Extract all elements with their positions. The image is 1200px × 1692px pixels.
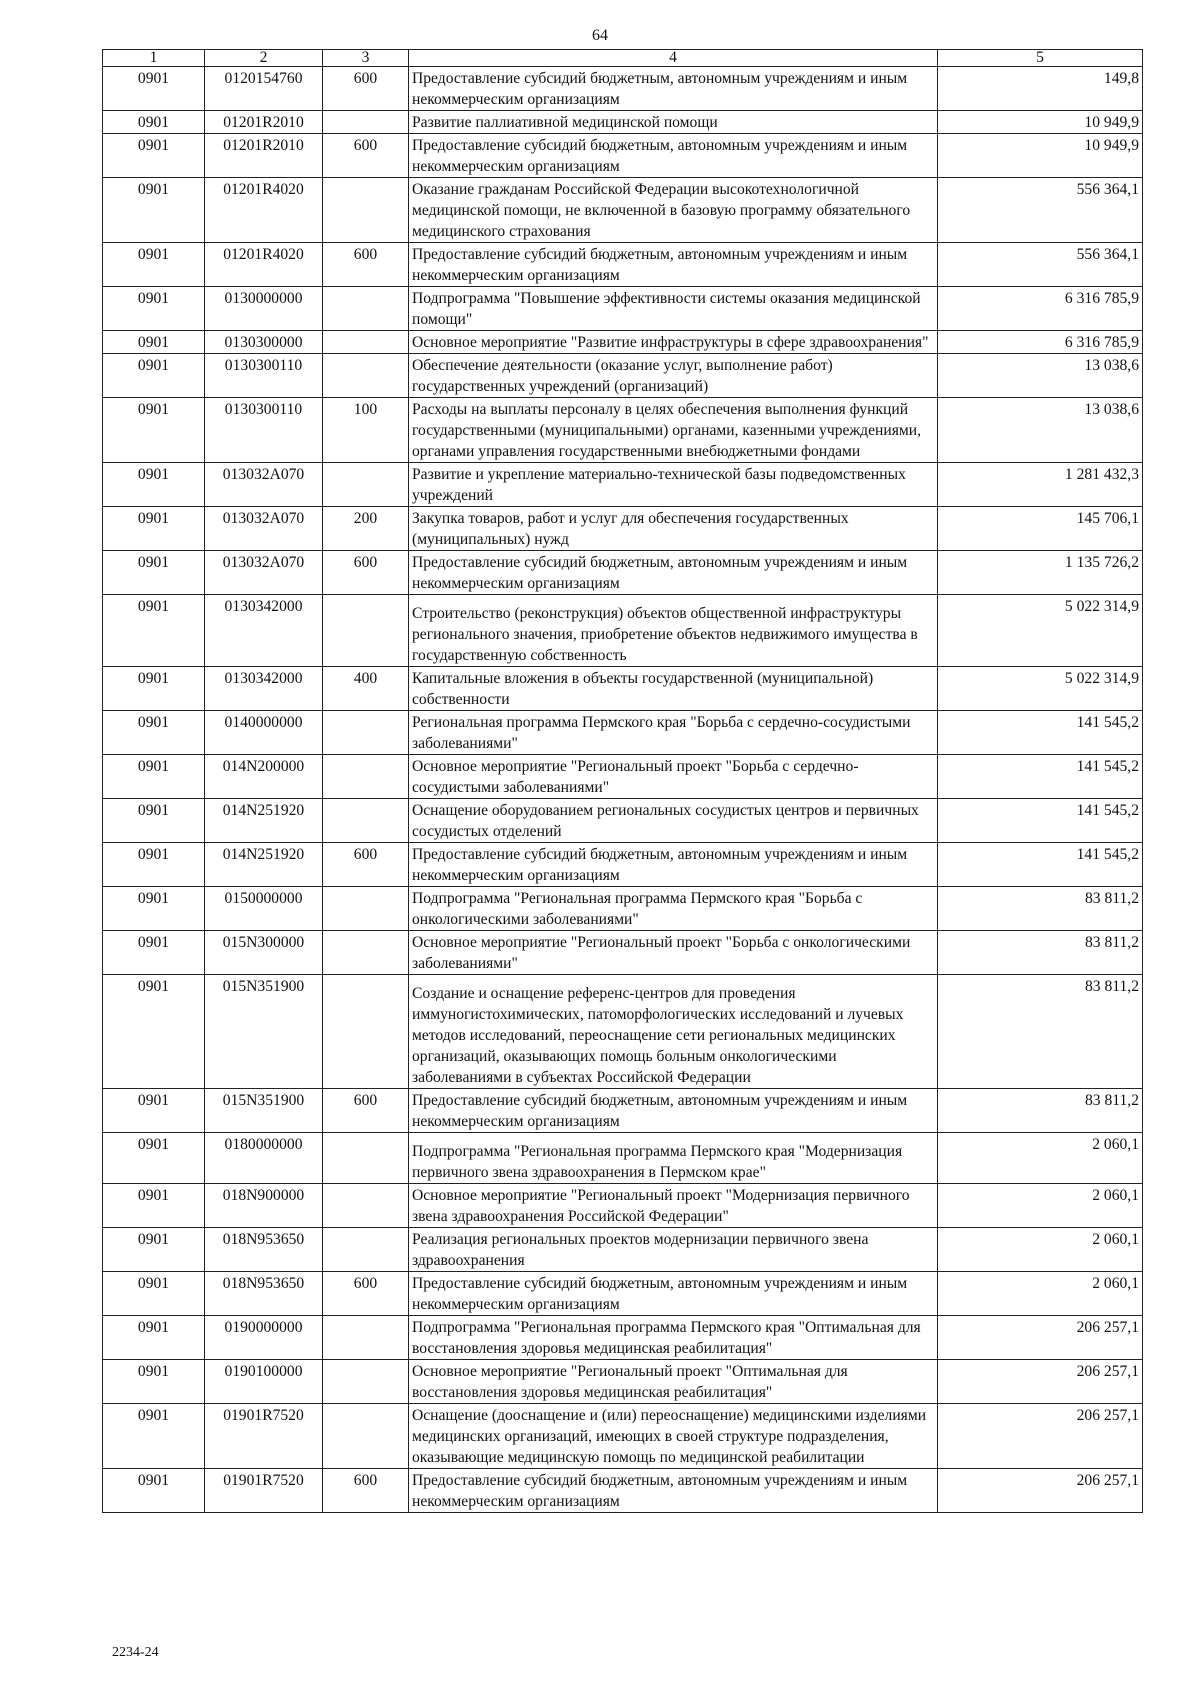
table-row [103, 178, 1143, 243]
target-article-cell: 013032А070 [205, 463, 323, 507]
expense-type-cell [323, 887, 409, 931]
amount-cell: 83 811,2 [938, 931, 1143, 975]
description-cell: Оснащение оборудованием региональных сосудистых центров и первичных сосудистых отделений [409, 799, 938, 843]
expense-type-cell [323, 331, 409, 354]
target-article-cell: 0130342000 [205, 595, 323, 667]
section-code-cell: 0901 [103, 799, 205, 843]
amount-cell: 5 022 314,9 [938, 667, 1143, 711]
header-col-5: 5 [938, 50, 1143, 67]
section-code-cell: 0901 [103, 843, 205, 887]
amount-cell: 13 038,6 [938, 354, 1143, 398]
amount-cell: 145 706,1 [938, 507, 1143, 551]
amount-cell: 13 038,6 [938, 398, 1143, 463]
amount-cell: 149,8 [938, 67, 1143, 111]
table-row [103, 1089, 1143, 1133]
expense-type-cell: 400 [323, 667, 409, 711]
expense-type-cell [323, 1133, 409, 1184]
header-col-4: 4 [409, 50, 938, 67]
table-row [103, 755, 1143, 799]
amount-cell: 2 060,1 [938, 1228, 1143, 1272]
amount-cell: 141 545,2 [938, 711, 1143, 755]
target-article-cell: 013032А070 [205, 507, 323, 551]
amount-cell: 556 364,1 [938, 243, 1143, 287]
section-code-cell: 0901 [103, 134, 205, 178]
table-row [103, 711, 1143, 755]
description-cell: Предоставление субсидий бюджетным, автономным учреждениям и иным некоммерческим организациям [409, 1272, 938, 1316]
table-row [103, 1272, 1143, 1316]
amount-cell: 10 949,9 [938, 111, 1143, 134]
description-cell: Предоставление субсидий бюджетным, автономным учреждениям и иным некоммерческим организациям [409, 551, 938, 595]
target-article-cell: 0190000000 [205, 1316, 323, 1360]
target-article-cell: 0180000000 [205, 1133, 323, 1184]
section-code-cell: 0901 [103, 398, 205, 463]
table-row [103, 134, 1143, 178]
section-code-cell: 0901 [103, 463, 205, 507]
table-row [103, 667, 1143, 711]
expense-type-cell: 600 [323, 1469, 409, 1513]
expense-type-cell: 600 [323, 1089, 409, 1133]
section-code-cell: 0901 [103, 111, 205, 134]
amount-cell: 1 281 432,3 [938, 463, 1143, 507]
table-row [103, 1360, 1143, 1404]
table-row [103, 1184, 1143, 1228]
expense-type-cell: 600 [323, 67, 409, 111]
amount-cell: 141 545,2 [938, 799, 1143, 843]
description-cell: Оснащение (дооснащение и (или) переоснащение) медицинскими изделиями медицинских организаций, имеющих в своей структуре подразделения, оказывающие медицинскую помощь по медицинской реабилитации [409, 1404, 938, 1469]
section-code-cell: 0901 [103, 287, 205, 331]
section-code-cell: 0901 [103, 331, 205, 354]
table-row [103, 354, 1143, 398]
description-cell: Основное мероприятие "Развитие инфраструктуры в сфере здравоохранения" [409, 331, 938, 354]
table-body [103, 67, 1143, 1513]
expense-type-cell [323, 354, 409, 398]
table-row [103, 595, 1143, 667]
amount-cell: 206 257,1 [938, 1469, 1143, 1513]
target-article-cell: 01201R4020 [205, 243, 323, 287]
section-code-cell: 0901 [103, 1272, 205, 1316]
amount-cell: 141 545,2 [938, 755, 1143, 799]
amount-cell: 2 060,1 [938, 1184, 1143, 1228]
description-cell: Расходы на выплаты персоналу в целях обеспечения выполнения функций государственными (муниципальными) органами, казенными учреждениями, органами управления государственными внебюджетными фондами [409, 398, 938, 463]
description-cell: Подпрограмма "Повышение эффективности системы оказания медицинской помощи" [409, 287, 938, 331]
description-cell: Основное мероприятие "Региональный проект "Оптимальная для восстановления здоровья медицинская реабилитация" [409, 1360, 938, 1404]
amount-cell: 5 022 314,9 [938, 595, 1143, 667]
section-code-cell: 0901 [103, 975, 205, 1089]
section-code-cell: 0901 [103, 1316, 205, 1360]
expense-type-cell [323, 711, 409, 755]
amount-cell: 83 811,2 [938, 1089, 1143, 1133]
target-article-cell: 0130300000 [205, 331, 323, 354]
expense-type-cell: 200 [323, 507, 409, 551]
expense-type-cell: 600 [323, 1272, 409, 1316]
section-code-cell: 0901 [103, 711, 205, 755]
section-code-cell: 0901 [103, 1404, 205, 1469]
table-row [103, 1133, 1143, 1184]
section-code-cell: 0901 [103, 1228, 205, 1272]
expense-type-cell: 100 [323, 398, 409, 463]
table-row [103, 799, 1143, 843]
section-code-cell: 0901 [103, 1184, 205, 1228]
target-article-cell: 018N953650 [205, 1272, 323, 1316]
target-article-cell: 013032А070 [205, 551, 323, 595]
description-cell: Обеспечение деятельности (оказание услуг, выполнение работ) государственных учреждений (организаций) [409, 354, 938, 398]
target-article-cell: 018N900000 [205, 1184, 323, 1228]
description-cell: Предоставление субсидий бюджетным, автономным учреждениям и иным некоммерческим организациям [409, 1089, 938, 1133]
document-code: 2234-24 [112, 1645, 159, 1660]
amount-cell: 6 316 785,9 [938, 331, 1143, 354]
page-number: 64 [592, 27, 608, 44]
expense-type-cell: 600 [323, 843, 409, 887]
expense-type-cell [323, 1184, 409, 1228]
target-article-cell: 014N200000 [205, 755, 323, 799]
target-article-cell: 01201R2010 [205, 134, 323, 178]
section-code-cell: 0901 [103, 1089, 205, 1133]
table-row [103, 1469, 1143, 1513]
amount-cell: 206 257,1 [938, 1404, 1143, 1469]
section-code-cell: 0901 [103, 931, 205, 975]
section-code-cell: 0901 [103, 507, 205, 551]
amount-cell: 6 316 785,9 [938, 287, 1143, 331]
target-article-cell: 01201R2010 [205, 111, 323, 134]
expense-type-cell: 600 [323, 551, 409, 595]
description-cell: Предоставление субсидий бюджетным, автономным учреждениям и иным некоммерческим организациям [409, 1469, 938, 1513]
amount-cell: 83 811,2 [938, 887, 1143, 931]
table-row [103, 398, 1143, 463]
description-cell: Основное мероприятие "Региональный проект "Борьба с онкологическими заболеваниями" [409, 931, 938, 975]
target-article-cell: 0140000000 [205, 711, 323, 755]
expense-type-cell [323, 1404, 409, 1469]
description-cell: Региональная программа Пермского края "Борьба с сердечно-сосудистыми заболеваниями" [409, 711, 938, 755]
table-row [103, 67, 1143, 111]
amount-cell: 556 364,1 [938, 178, 1143, 243]
target-article-cell: 0150000000 [205, 887, 323, 931]
amount-cell: 10 949,9 [938, 134, 1143, 178]
amount-cell: 2 060,1 [938, 1133, 1143, 1184]
description-cell: Подпрограмма "Региональная программа Пермского края "Оптимальная для восстановления здоровья медицинская реабилитация" [409, 1316, 938, 1360]
expense-type-cell: 600 [323, 243, 409, 287]
description-cell: Капитальные вложения в объекты государственной (муниципальной) собственности [409, 667, 938, 711]
description-cell: Подпрограмма "Региональная программа Пермского края "Модернизация первичного звена здравоохранения в Пермском крае" [409, 1133, 938, 1184]
section-code-cell: 0901 [103, 667, 205, 711]
expense-type-cell [323, 1360, 409, 1404]
target-article-cell: 0130000000 [205, 287, 323, 331]
expense-type-cell [323, 755, 409, 799]
expense-type-cell [323, 1228, 409, 1272]
expense-type-cell [323, 287, 409, 331]
description-cell: Создание и оснащение референс-центров для проведения иммуногистохимических, патоморфологических исследований и лучевых методов исследований, переоснащение сети региональных медицинских организаций, оказывающих помощь больным онкологическими заболеваниями в субъектах Российской Федерации [409, 975, 938, 1089]
expense-type-cell [323, 178, 409, 243]
expense-type-cell: 600 [323, 134, 409, 178]
target-article-cell: 015N300000 [205, 931, 323, 975]
description-cell: Закупка товаров, работ и услуг для обеспечения государственных (муниципальных) нужд [409, 507, 938, 551]
target-article-cell: 0130300110 [205, 354, 323, 398]
target-article-cell: 0190100000 [205, 1360, 323, 1404]
description-cell: Оказание гражданам Российской Федерации высокотехнологичной медицинской помощи, не включенной в базовую программу обязательного медицинского страхования [409, 178, 938, 243]
table-row [103, 111, 1143, 134]
table-row [103, 507, 1143, 551]
section-code-cell: 0901 [103, 1469, 205, 1513]
expense-type-cell [323, 111, 409, 134]
target-article-cell: 01901R7520 [205, 1469, 323, 1513]
description-cell: Предоставление субсидий бюджетным, автономным учреждениям и иным некоммерческим организациям [409, 134, 938, 178]
table-row [103, 287, 1143, 331]
table-row [103, 1404, 1143, 1469]
expense-type-cell [323, 799, 409, 843]
description-cell: Предоставление субсидий бюджетным, автономным учреждениям и иным некоммерческим организациям [409, 843, 938, 887]
expense-type-cell [323, 931, 409, 975]
description-cell: Развитие и укрепление материально-технической базы подведомственных учреждений [409, 463, 938, 507]
target-article-cell: 014N251920 [205, 799, 323, 843]
section-code-cell: 0901 [103, 755, 205, 799]
section-code-cell: 0901 [103, 1360, 205, 1404]
table-row [103, 463, 1143, 507]
target-article-cell: 01901R7520 [205, 1404, 323, 1469]
table-row [103, 551, 1143, 595]
expense-type-cell [323, 595, 409, 667]
table-row [103, 931, 1143, 975]
table-row [103, 243, 1143, 287]
target-article-cell: 015N351900 [205, 1089, 323, 1133]
description-cell: Предоставление субсидий бюджетным, автономным учреждениям и иным некоммерческим организациям [409, 243, 938, 287]
description-cell: Реализация региональных проектов модернизации первичного звена здравоохранения [409, 1228, 938, 1272]
budget-table [102, 49, 1143, 1513]
expense-type-cell [323, 975, 409, 1089]
description-cell: Основное мероприятие "Региональный проект "Модернизация первичного звена здравоохранения Российской Федерации" [409, 1184, 938, 1228]
amount-cell: 141 545,2 [938, 843, 1143, 887]
target-article-cell: 014N251920 [205, 843, 323, 887]
expense-type-cell [323, 1316, 409, 1360]
header-col-1: 1 [103, 50, 205, 67]
target-article-cell: 0130342000 [205, 667, 323, 711]
table-row [103, 1316, 1143, 1360]
amount-cell: 206 257,1 [938, 1316, 1143, 1360]
amount-cell: 1 135 726,2 [938, 551, 1143, 595]
section-code-cell: 0901 [103, 595, 205, 667]
description-cell: Подпрограмма "Региональная программа Пермского края "Борьба с онкологическими заболеваниями" [409, 887, 938, 931]
target-article-cell: 018N953650 [205, 1228, 323, 1272]
amount-cell: 83 811,2 [938, 975, 1143, 1089]
description-cell: Строительство (реконструкция) объектов общественной инфраструктуры регионального значения, приобретение объектов недвижимого имущества в государственную собственность [409, 595, 938, 667]
expense-type-cell [323, 463, 409, 507]
table-row [103, 331, 1143, 354]
description-cell: Развитие паллиативной медицинской помощи [409, 111, 938, 134]
header-col-3: 3 [323, 50, 409, 67]
section-code-cell: 0901 [103, 551, 205, 595]
table-row [103, 843, 1143, 887]
table-row [103, 1228, 1143, 1272]
section-code-cell: 0901 [103, 887, 205, 931]
description-cell: Предоставление субсидий бюджетным, автономным учреждениям и иным некоммерческим организациям [409, 67, 938, 111]
section-code-cell: 0901 [103, 178, 205, 243]
amount-cell: 2 060,1 [938, 1272, 1143, 1316]
amount-cell: 206 257,1 [938, 1360, 1143, 1404]
target-article-cell: 01201R4020 [205, 178, 323, 243]
section-code-cell: 0901 [103, 243, 205, 287]
table-row [103, 975, 1143, 1089]
section-code-cell: 0901 [103, 67, 205, 111]
table-header-row [103, 50, 1143, 67]
header-col-2: 2 [205, 50, 323, 67]
target-article-cell: 0130300110 [205, 398, 323, 463]
section-code-cell: 0901 [103, 354, 205, 398]
section-code-cell: 0901 [103, 1133, 205, 1184]
description-cell: Основное мероприятие "Региональный проект "Борьба с сердечно-сосудистыми заболеваниями" [409, 755, 938, 799]
table-row [103, 887, 1143, 931]
target-article-cell: 015N351900 [205, 975, 323, 1089]
target-article-cell: 0120154760 [205, 67, 323, 111]
